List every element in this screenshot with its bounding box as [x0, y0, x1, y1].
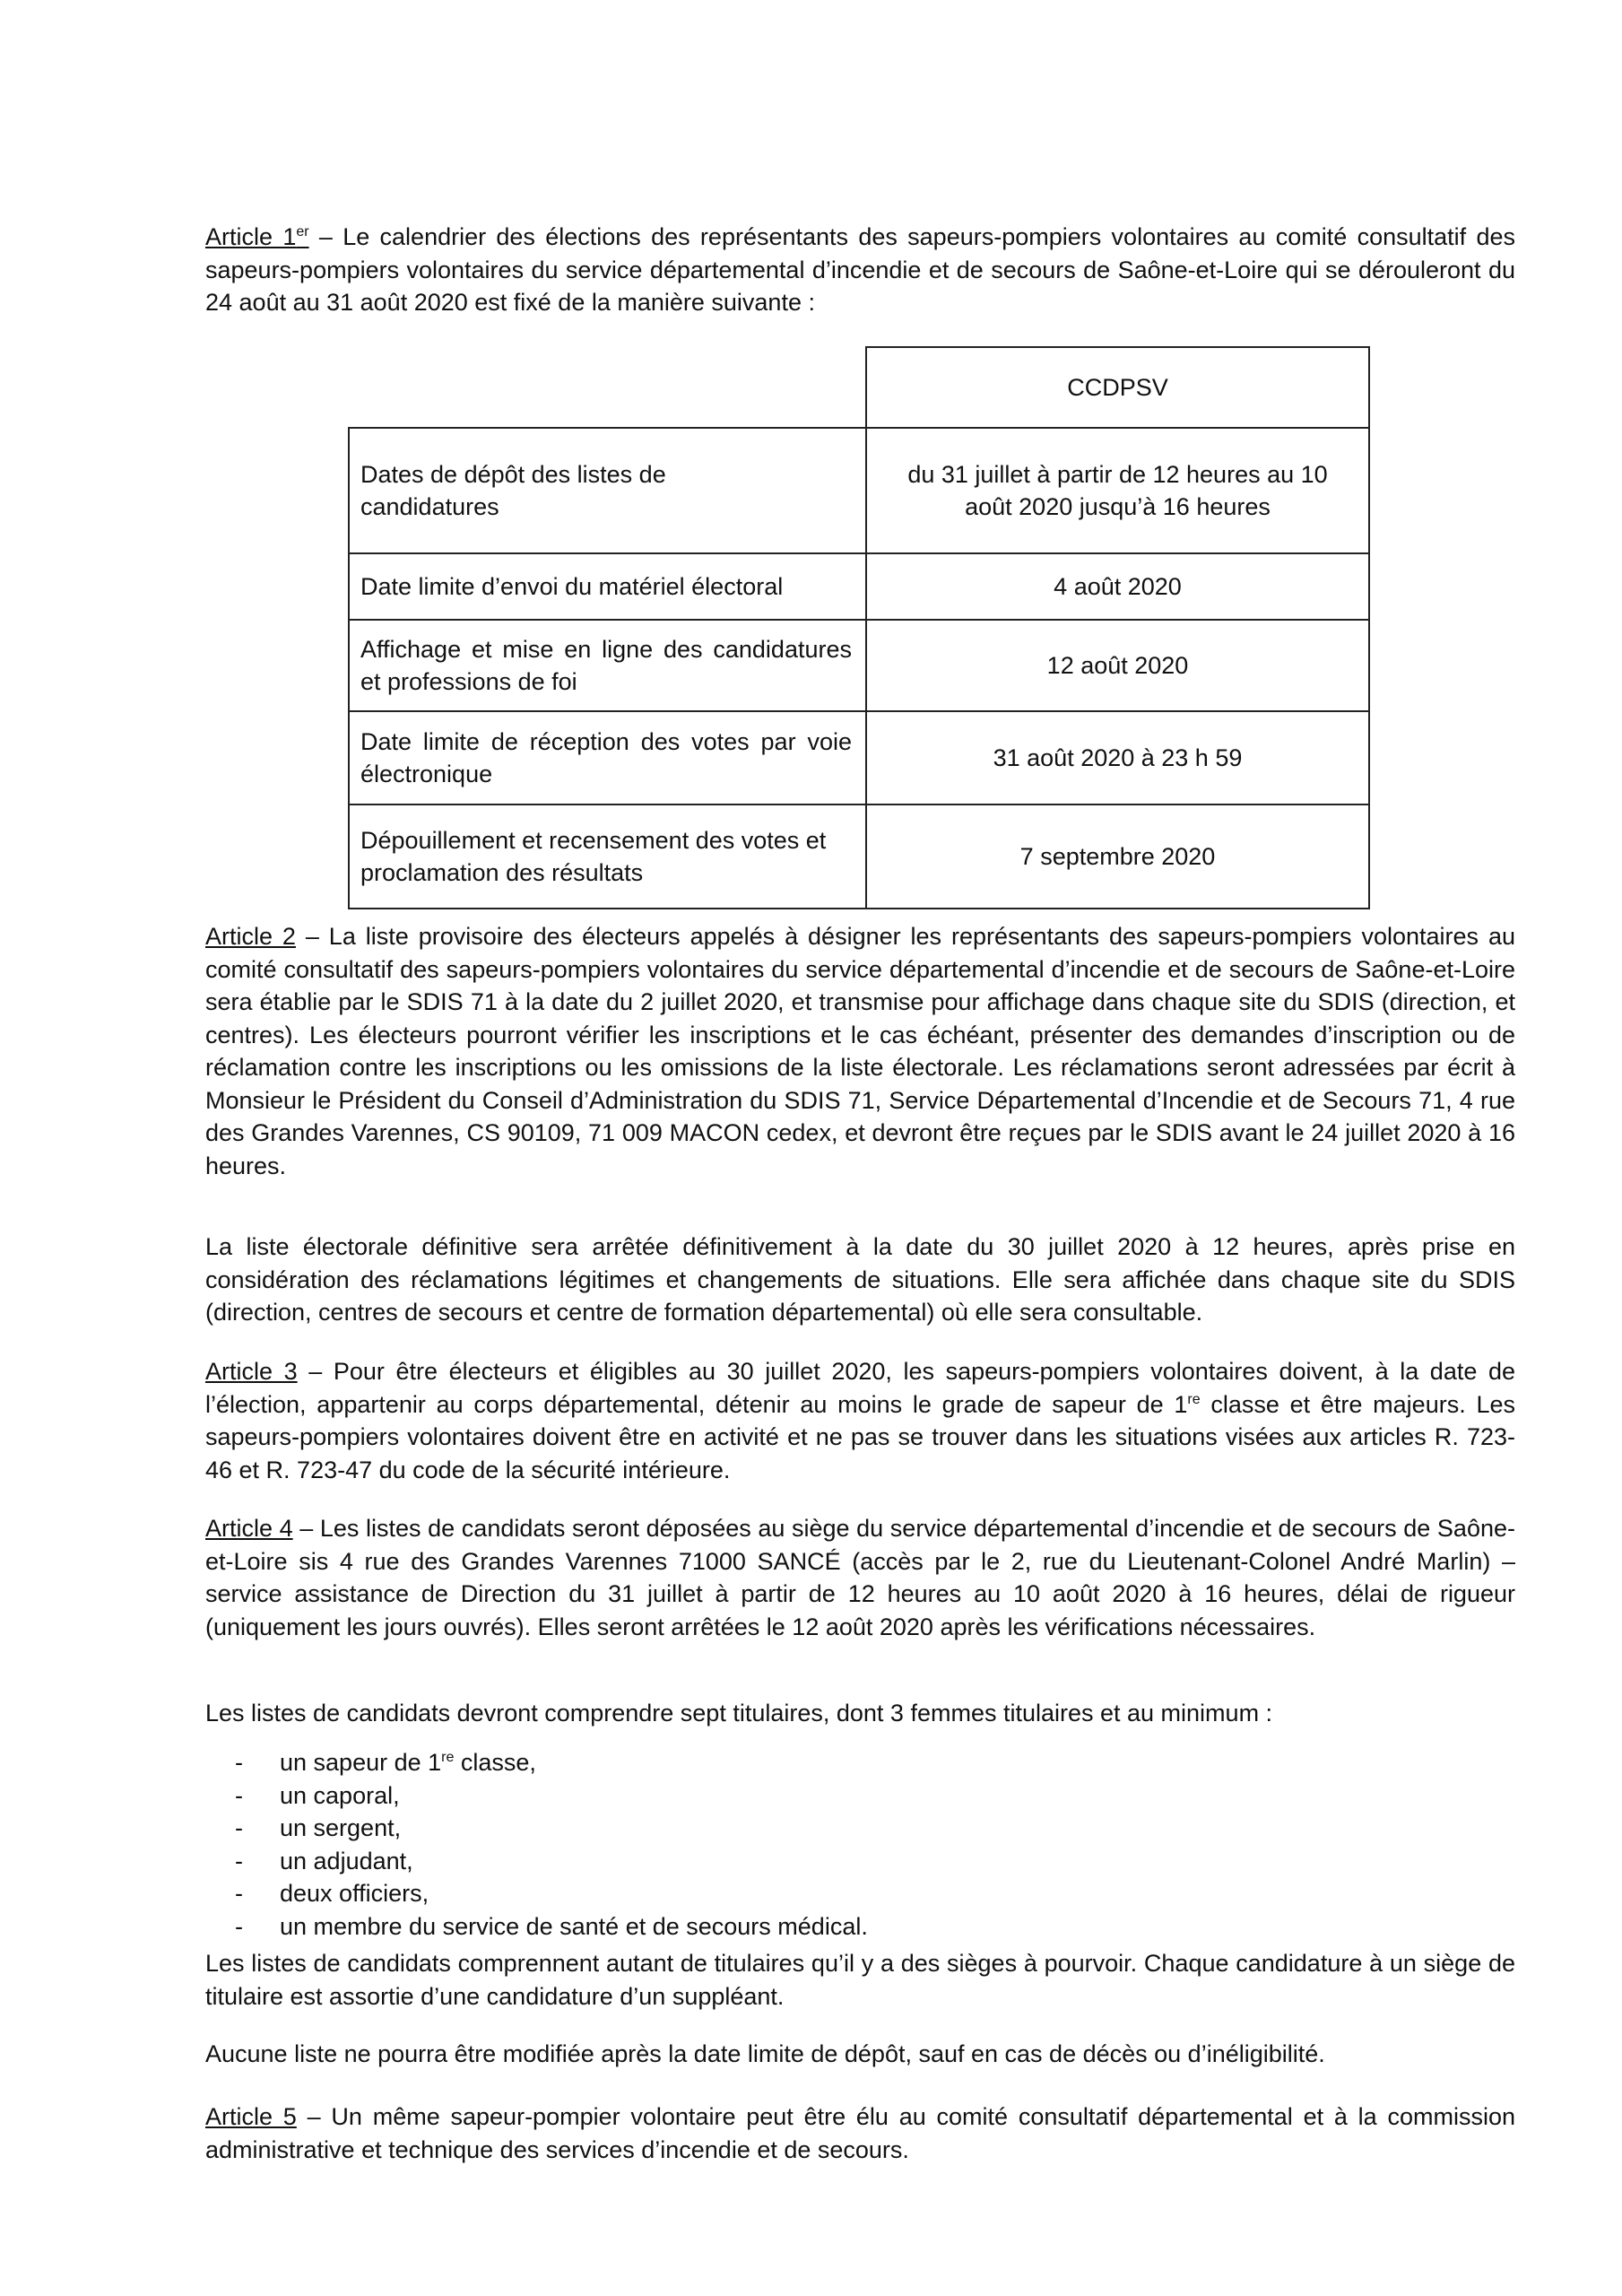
list-item: - un sapeur de 1re classe, — [235, 1746, 868, 1779]
table-row-3-value: 12 août 2020 — [865, 619, 1370, 712]
article-4-list-intro: Les listes de candidats devront comprendre sept titulaires, dont 3 femmes titulaires et au minimum : — [205, 1700, 1273, 1726]
article-4-no-modification-paragraph: Aucune liste ne pourra être modifiée après la date limite de dépôt, sauf en cas de décès ou d’inéligibilité. — [205, 2040, 1325, 2067]
table-row-1-label: Dates de dépôt des listes de candidatures — [348, 427, 867, 554]
article-2-final-list-paragraph: La liste électorale définitive sera arrêtée définitivement à la date du 30 juillet 2020 à 12 heures, après prise en considération des réclamations légitimes et changements de situations. Elle sera affichée dans chaque site du SDIS (direction, centres de secours et centre de formation départemental) où elle sera consultable. — [205, 1233, 1515, 1326]
article-4-paragraph: Article 4 – Les listes de candidats seront déposées au siège du service départemental d’incendie et de secours de Saône-et-Loire sis 4 rue des Grandes Varennes 71000 SANCÉ (accès par le 2, rue du Lieutenant-Colonel André Marlin) – service assistance de Direction du 31 juillet à partir de 12 heures au 10 août 2020 à 16 heures, délai de rigueur (uniquement les jours ouvrés). Elles seront arrêtées le 12 août 2020 après les vérifications nécessaires. — [205, 1515, 1515, 1640]
table-row-5-label: Dépouillement et recensement des votes et proclamation des résultats — [348, 804, 867, 909]
article-5-paragraph: Article 5 – Un même sapeur-pompier volontaire peut être élu au comité consultatif départemental et à la commission administrative et technique des services d’incendie et de secours. — [205, 2103, 1515, 2163]
table-header-ccdpsv: CCDPSV — [865, 346, 1370, 429]
article-4-substitutes-paragraph: Les listes de candidats comprennent autant de titulaires qu’il y a des sièges à pourvoir. Chaque candidature à un siège de titulaire est assortie d’une candidature d’un suppléant. — [205, 1950, 1515, 2010]
table-row-2-value: 4 août 2020 — [865, 552, 1370, 621]
list-item: - un sergent, — [235, 1812, 868, 1845]
candidate-requirements-list — [235, 1746, 868, 1943]
table-row-5-value: 7 septembre 2020 — [865, 804, 1370, 909]
article-1-label: Article 1er — [205, 223, 309, 250]
article-3-label: Article 3 — [205, 1358, 298, 1385]
table-row-3-label: Affichage et mise en ligne des candidatures et professions de foi — [348, 619, 867, 712]
list-item: - deux officiers, — [235, 1877, 868, 1910]
election-calendar-table — [348, 346, 1370, 909]
table-row-4-label: Date limite de réception des votes par voie électronique — [348, 710, 867, 805]
table-row-4-value: 31 août 2020 à 23 h 59 — [865, 710, 1370, 805]
article-2-label: Article 2 — [205, 923, 296, 950]
list-item: - un adjudant, — [235, 1845, 868, 1878]
article-5-label: Article 5 — [205, 2103, 297, 2130]
article-4-label: Article 4 — [205, 1515, 293, 1542]
table-row-2-label: Date limite d’envoi du matériel électoral — [348, 552, 867, 621]
list-item: - un caporal, — [235, 1779, 868, 1813]
article-2-paragraph: Article 2 – La liste provisoire des électeurs appelés à désigner les représentants des sapeurs-pompiers volontaires au comité consultatif des sapeurs-pompiers volontaires du service départemental d’incendie et de secours de Saône-et-Loire sera établie par le SDIS 71 à la date du 2 juillet 2020, et transmise pour affichage dans chaque site du SDIS (direction, et centres). Les électeurs pourront vérifier les inscriptions et le cas échéant, présenter des demandes d’inscription ou de réclamation contre les inscriptions ou les omissions de la liste électorale. Les réclamations seront adressées par écrit à Monsieur le Président du Conseil d’Administration du SDIS 71, Service Départemental d’Incendie et de Secours 71, 4 rue des Grandes Varennes, CS 90109, 71 009 MACON cedex, et devront être reçues par le SDIS avant le 24 juillet 2020 à 16 heures. — [205, 923, 1515, 1179]
table-row-1-value: du 31 juillet à partir de 12 heures au 10 août 2020 jusqu’à 16 heures — [865, 427, 1370, 554]
article-1-paragraph: Article 1er – Le calendrier des élections des représentants des sapeurs-pompiers volontaires au comité consultatif des sapeurs-pompiers volontaires du service départemental d’incendie et de secours de Saône-et-Loire qui se dérouleront du 24 août au 31 août 2020 est fixé de la manière suivante : — [205, 223, 1515, 316]
article-3-paragraph: Article 3 – Pour être électeurs et éligibles au 30 juillet 2020, les sapeurs-pompiers volontaires doivent, à la date de l’élection, appartenir au corps départemental, détenir au moins le grade de sapeur de 1re classe et être majeurs. Les sapeurs-pompiers volontaires doivent être en activité et ne pas se trouver dans les situations visées aux articles R. 723-46 et R. 723-47 du code de la sécurité intérieure. — [205, 1358, 1515, 1483]
list-item: - un membre du service de santé et de secours médical. — [235, 1910, 868, 1944]
